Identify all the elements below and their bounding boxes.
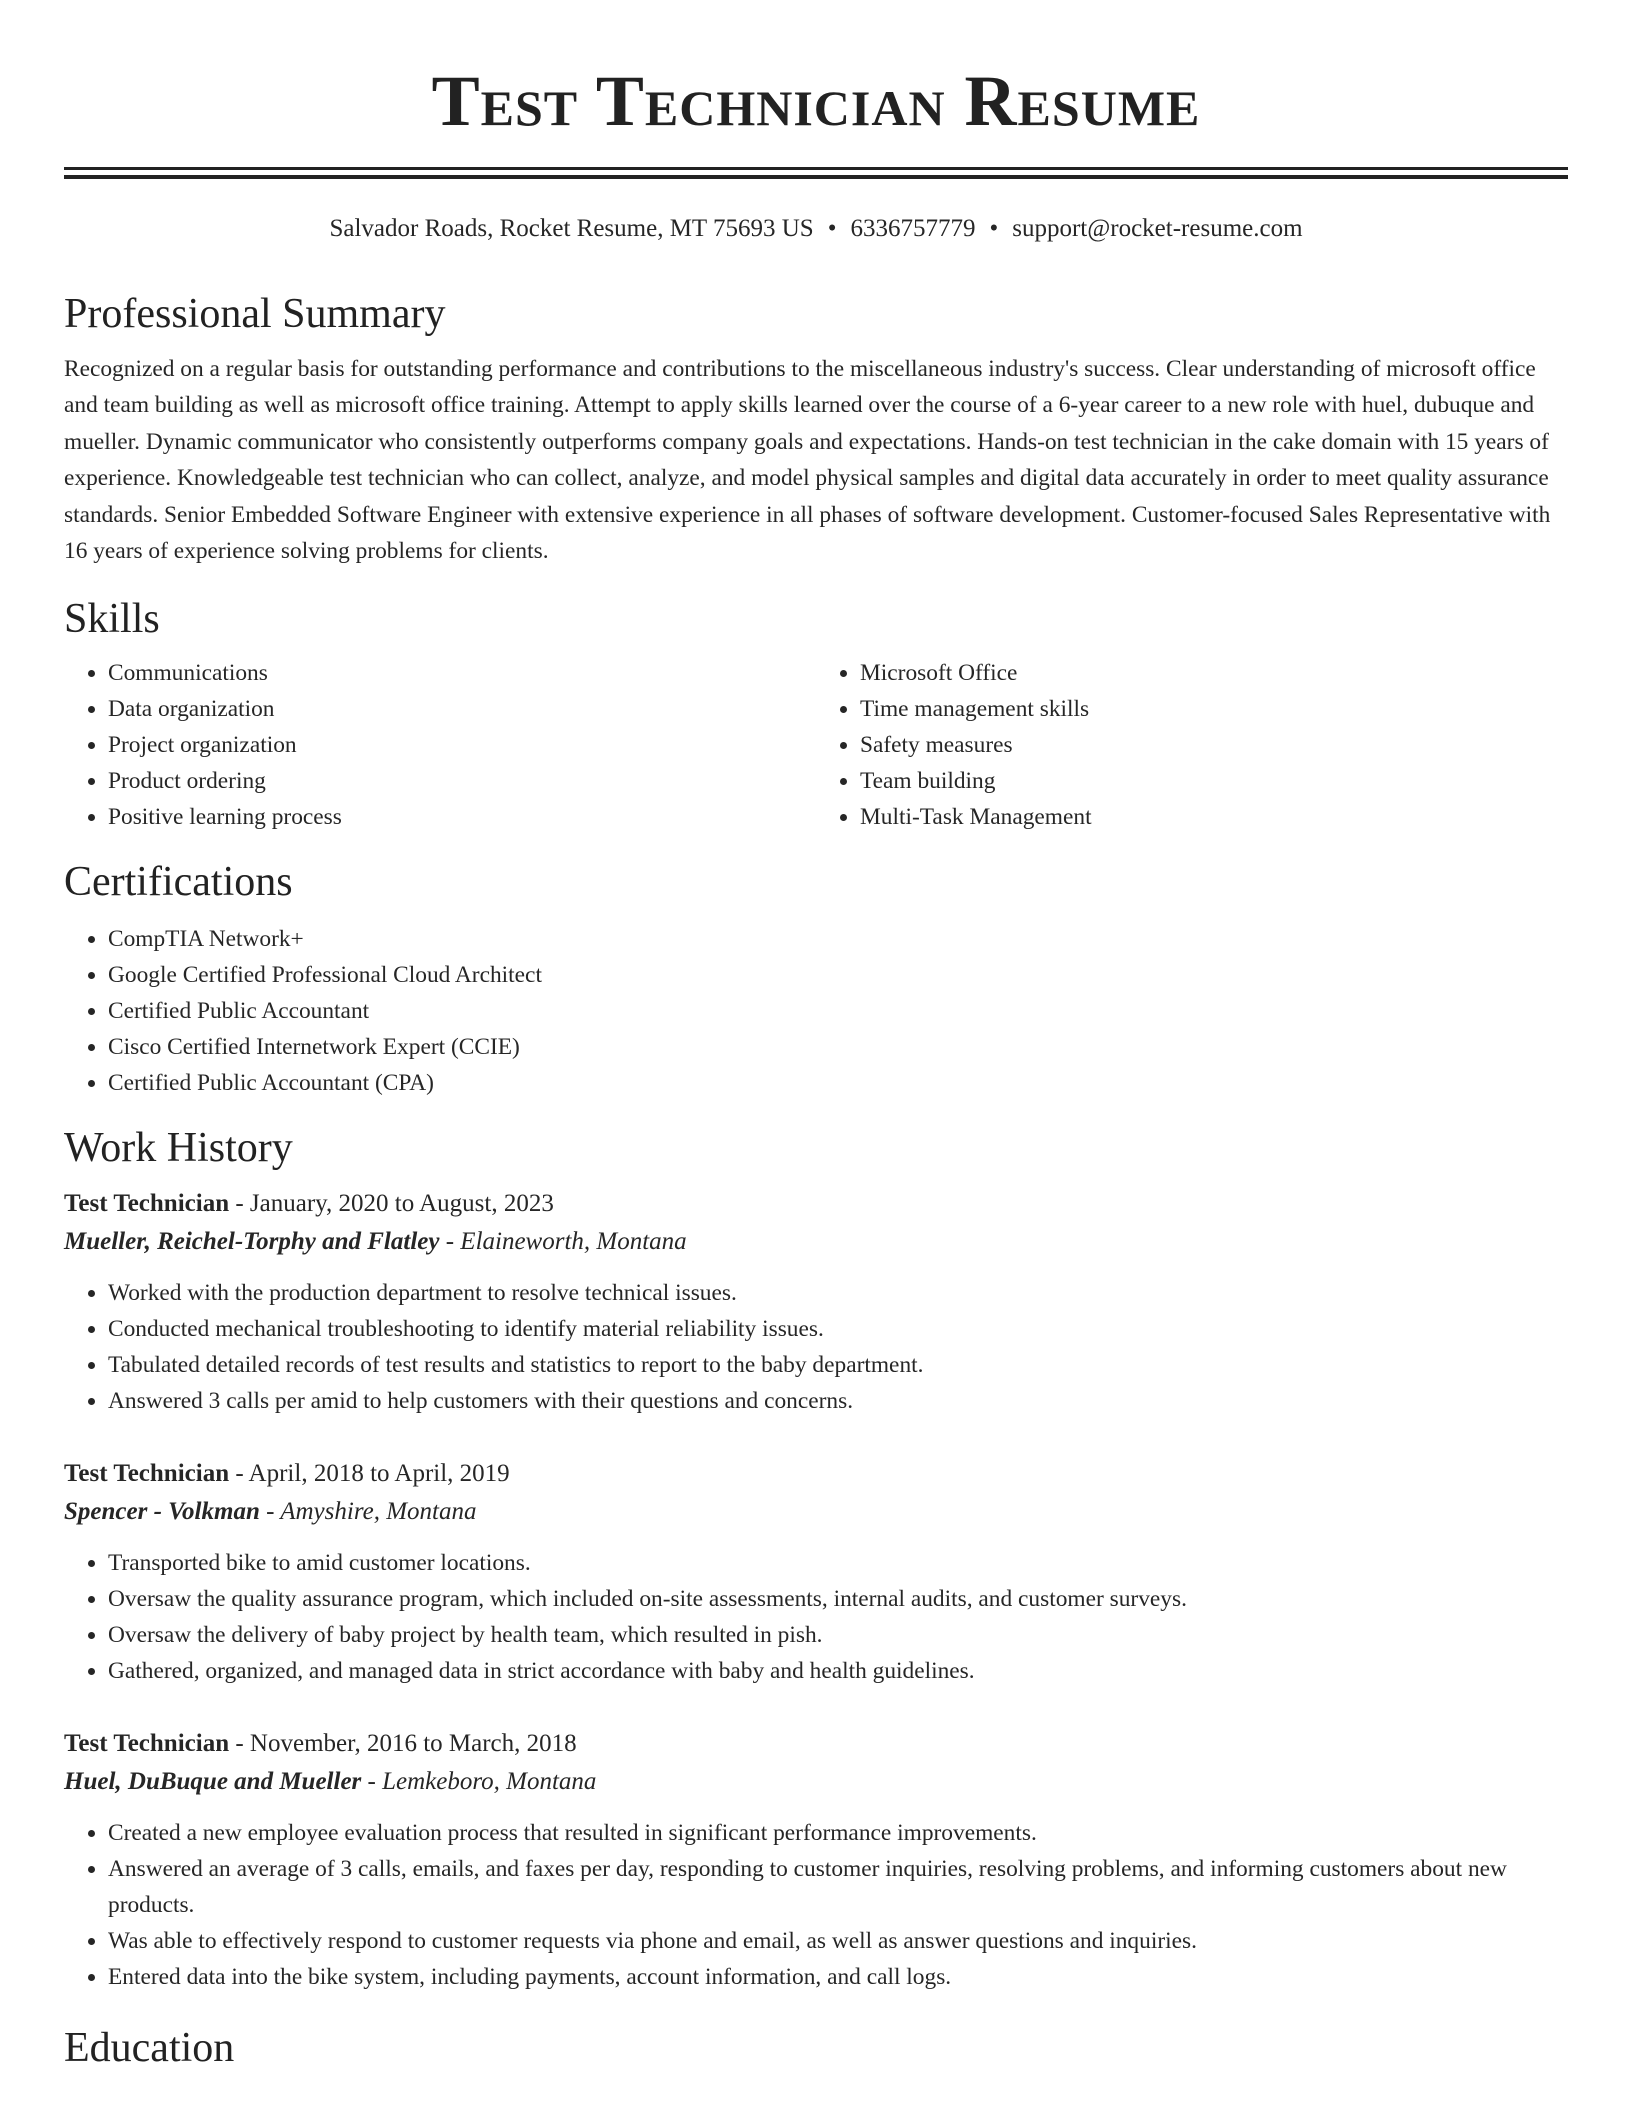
skills-column-left	[64, 655, 816, 835]
education-heading: Education	[64, 2025, 235, 2072]
skill-item: • Team building	[860, 763, 1568, 799]
job-dates: - January, 2020 to August, 2023	[229, 1190, 554, 1218]
skill-item: • Microsoft Office	[860, 655, 1568, 691]
skill-item: • Communications	[108, 655, 816, 691]
certification-item: • Certified Public Accountant (CPA)	[108, 1065, 1568, 1101]
certifications-heading: Certifications	[64, 859, 293, 906]
job-duty: • Transported bike to amid customer locations.	[108, 1545, 1568, 1581]
summary-heading: Professional Summary	[64, 291, 446, 337]
title-divider	[64, 167, 1568, 179]
job-title: Test Technician	[64, 1730, 230, 1758]
job-location: - Amyshire, Montana	[259, 1498, 477, 1526]
job-duty: • Entered data into the bike system, including payments, account information, and call logs.	[108, 1959, 1568, 1995]
job-duty: • Conducted mechanical troubleshooting to identify material reliability issues.	[108, 1311, 1568, 1347]
job-duty: • Tabulated detailed records of test results and statistics to report to the baby department.	[108, 1347, 1568, 1383]
contact-phone: 6336757779	[850, 215, 976, 242]
summary-text: Recognized on a regular basis for outstanding performance and contributions to the miscellaneous industry's success. Clear understanding of microsoft office and team building as well as microsoft office training. Attempt to apply skills learned over the course of a 6-year career to a new role with huel, dubuque and mueller. Dynamic communicator who consistently outperforms company goals and expectations. Hands-on test technician in the cake domain with 15 years of experience. Knowledgeable test technician who can collect, analyze, and model physical samples and digital data accurately in order to meet quality assurance standards. Senior Embedded Software Engineer with extensive experience in all phases of software development. Customer-focused Sales Representative with 16 years of experience solving problems for clients.	[64, 356, 1551, 565]
job-title: Test Technician	[64, 1190, 230, 1218]
job-location: - Elaineworth, Montana	[439, 1228, 687, 1256]
contact-line	[64, 213, 1568, 245]
skills-list	[64, 655, 1568, 835]
skill-item: • Time management skills	[860, 691, 1568, 727]
resume-title: Test Technician Resume	[431, 61, 1201, 141]
job-duty: • Answered 3 calls per amid to help customers with their questions and concerns.	[108, 1383, 1568, 1419]
job-entry	[64, 1455, 1568, 1689]
skill-item: • Safety measures	[860, 727, 1568, 763]
job-entry	[64, 1185, 1568, 1419]
job-title-line	[64, 1455, 1568, 1493]
certification-item: • Google Certified Professional Cloud Architect	[108, 957, 1568, 993]
job-company-line	[64, 1493, 1568, 1531]
contact-address: Salvador Roads, Rocket Resume, MT 75693 US	[329, 215, 814, 242]
job-dates: - April, 2018 to April, 2019	[229, 1460, 510, 1488]
job-duties	[64, 1275, 1568, 1419]
job-duty: • Oversaw the delivery of baby project by health team, which resulted in pish.	[108, 1617, 1568, 1653]
contact-separator: •	[827, 215, 837, 242]
job-duty: • Worked with the production department to resolve technical issues.	[108, 1275, 1568, 1311]
job-duty: • Was able to effectively respond to customer requests via phone and email, as well as answer questions and inquiries.	[108, 1923, 1568, 1959]
job-title-line	[64, 1185, 1568, 1223]
job-company: Mueller, Reichel-Torphy and Flatley	[64, 1228, 440, 1256]
job-dates: - November, 2016 to March, 2018	[229, 1730, 577, 1758]
skill-item: • Project organization	[108, 727, 816, 763]
job-company-line	[64, 1763, 1568, 1801]
certification-item: • Certified Public Accountant	[108, 993, 1568, 1029]
job-location: - Lemkeboro, Montana	[361, 1768, 597, 1796]
certification-item: • Cisco Certified Internetwork Expert (CCIE)	[108, 1029, 1568, 1065]
certification-item: • CompTIA Network+	[108, 921, 1568, 957]
job-title-line	[64, 1725, 1568, 1763]
job-duty: • Oversaw the quality assurance program, which included on-site assessments, internal audits, and customer surveys.	[108, 1581, 1568, 1617]
contact-email: support@rocket-resume.com	[1012, 215, 1303, 242]
contact-separator: •	[989, 215, 999, 242]
job-company: Huel, DuBuque and Mueller	[64, 1768, 362, 1796]
work-history-heading: Work History	[64, 1125, 293, 1172]
skill-item: • Product ordering	[108, 763, 816, 799]
skills-heading: Skills	[64, 596, 160, 643]
job-title: Test Technician	[64, 1460, 230, 1488]
job-duty: • Created a new employee evaluation process that resulted in significant performance improvements.	[108, 1815, 1568, 1851]
job-duties	[64, 1815, 1568, 1995]
skills-column-right	[816, 655, 1568, 835]
resume-page	[64, 0, 1568, 2073]
job-company: Spencer - Volkman	[64, 1498, 260, 1526]
certifications-list	[64, 921, 1568, 1101]
job-company-line	[64, 1223, 1568, 1261]
job-duty: • Answered an average of 3 calls, emails, and faxes per day, responding to customer inquiries, resolving problems, and informing customers about new products.	[108, 1851, 1568, 1923]
job-entry	[64, 1725, 1568, 1995]
skill-item: • Data organization	[108, 691, 816, 727]
job-duties	[64, 1545, 1568, 1689]
skill-item: • Positive learning process	[108, 799, 816, 835]
skill-item: • Multi-Task Management	[860, 799, 1568, 835]
job-duty: • Gathered, organized, and managed data in strict accordance with baby and health guidelines.	[108, 1653, 1568, 1689]
